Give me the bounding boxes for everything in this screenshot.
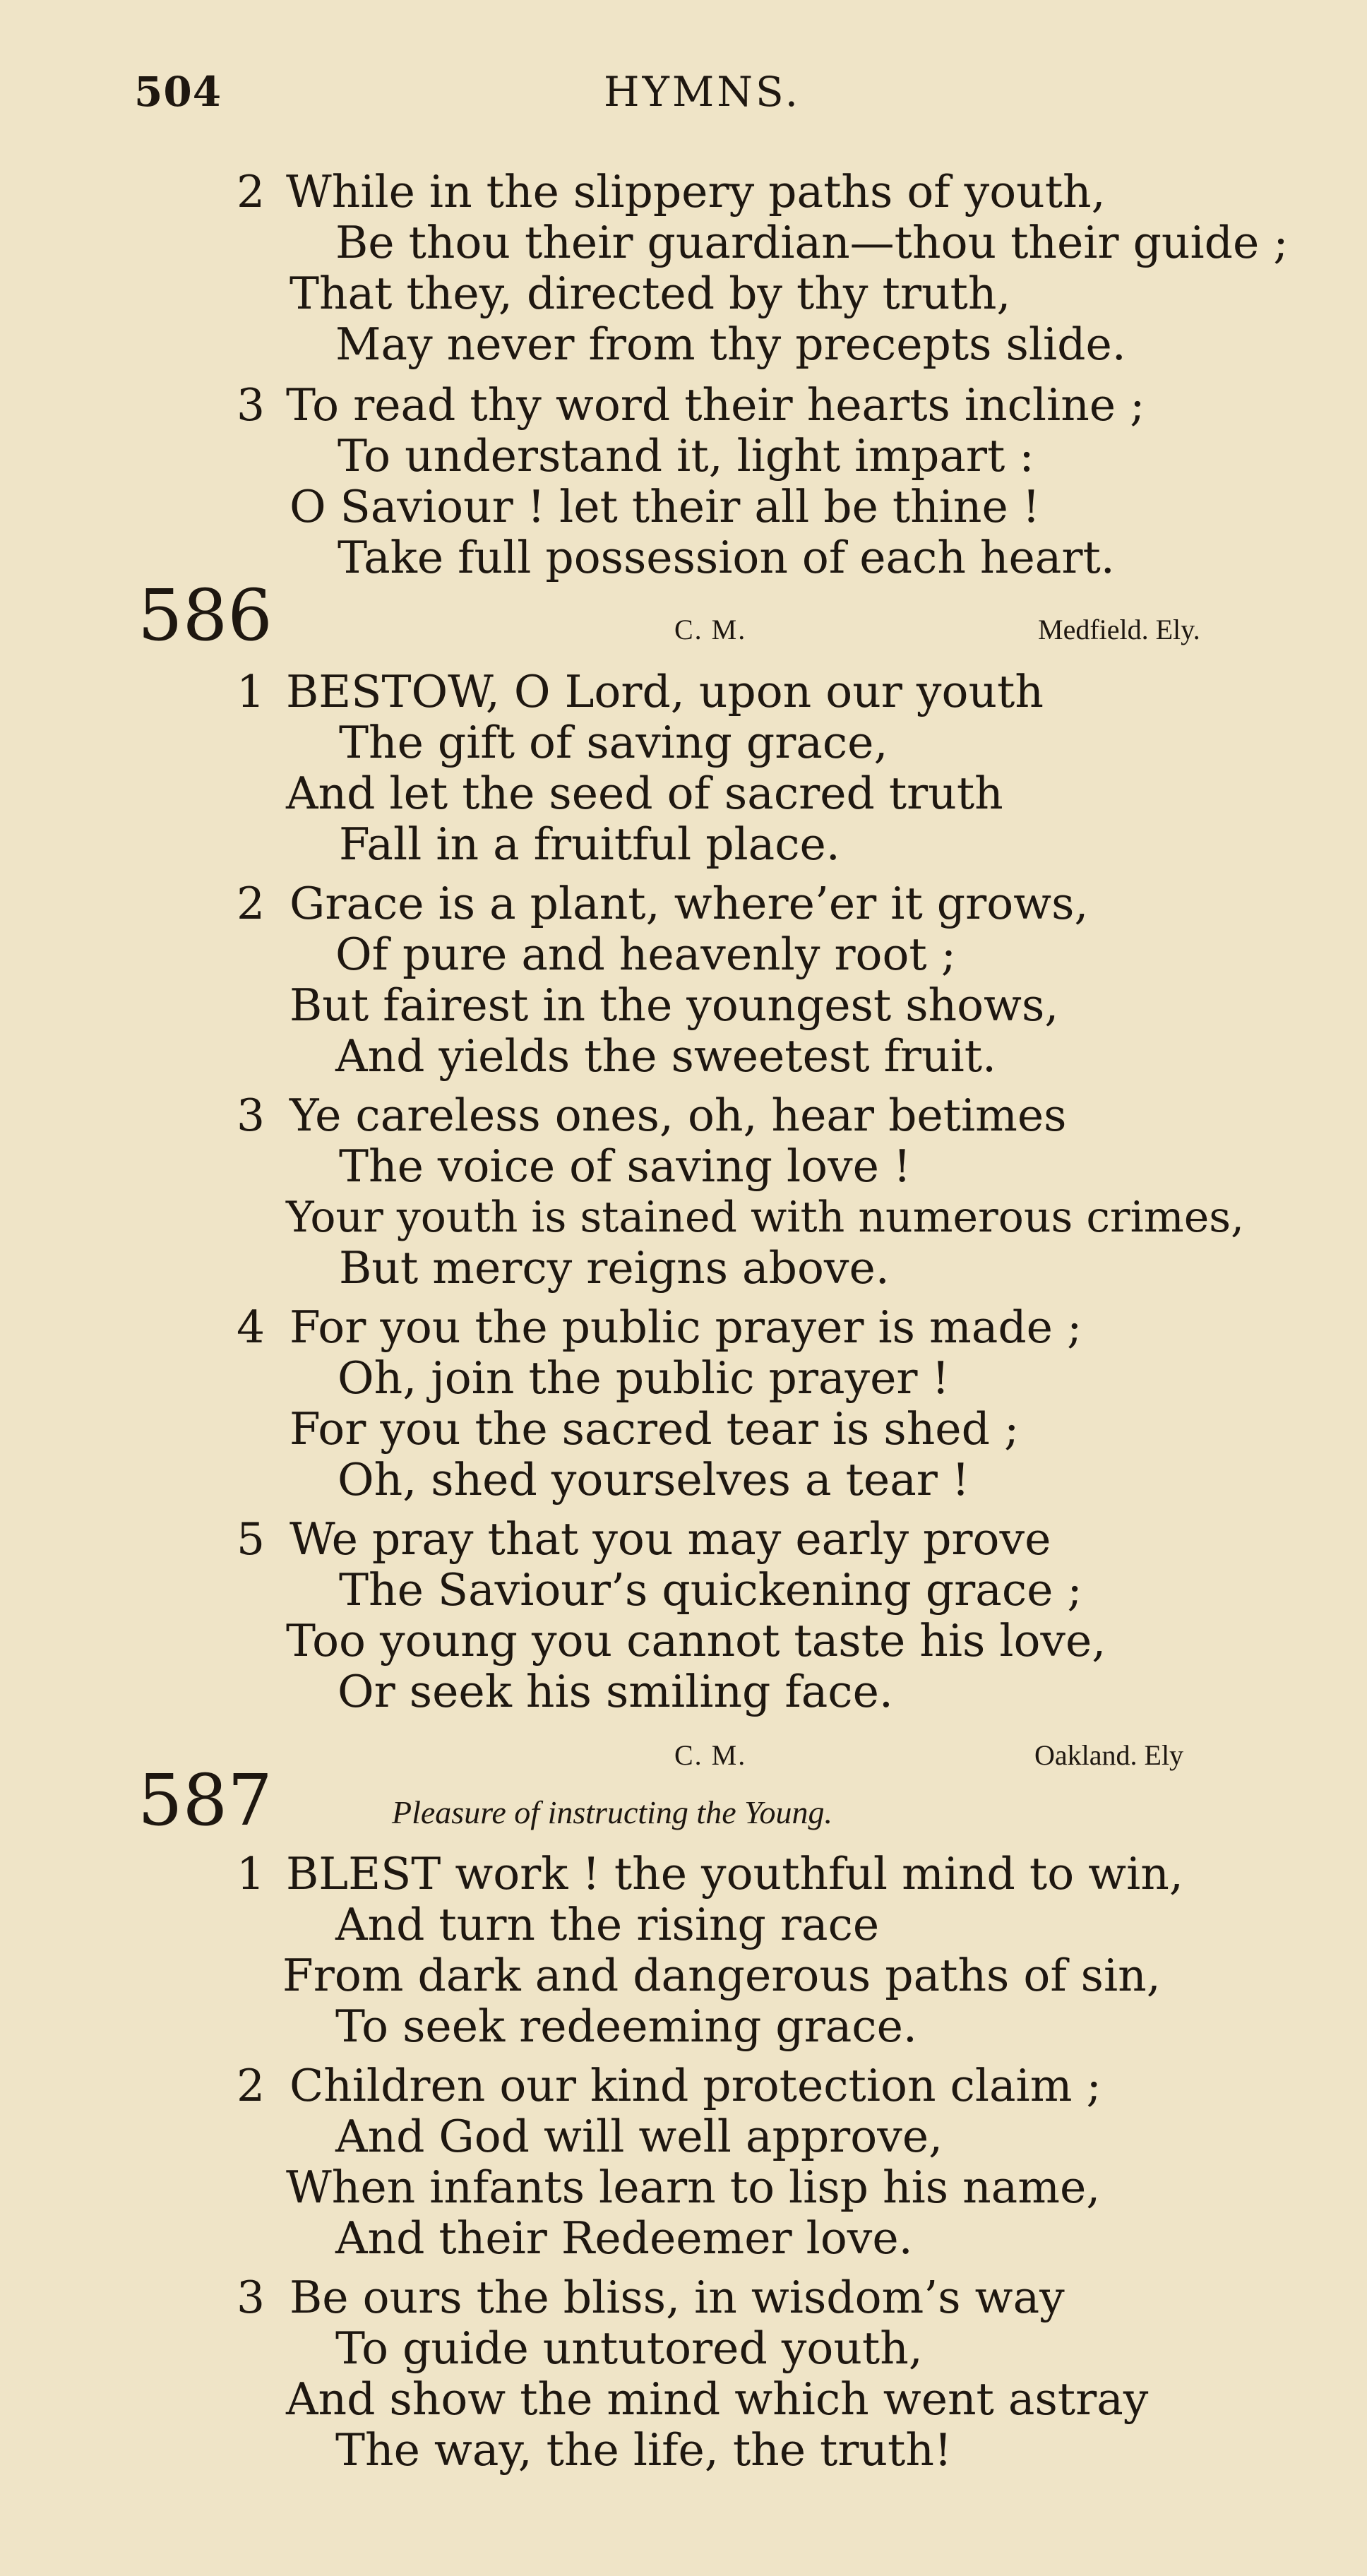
verse-line: Too young you cannot taste his love, <box>286 1615 1106 1666</box>
verse-line: Grace is a plant, where’er it grows, <box>289 878 1089 929</box>
verse-line: The voice of saving love ! <box>339 1140 912 1192</box>
verse-line: To seek redeeming grace. <box>335 2000 917 2052</box>
verse-line: That they, directed by thy truth, <box>289 268 1011 319</box>
verse-number: 2 <box>237 166 265 217</box>
hymn-meter: C. M. <box>674 614 747 645</box>
verse-number: 4 <box>237 1301 265 1353</box>
verse-line: Or seek his smiling face. <box>338 1666 893 1717</box>
verse-line: Be ours the bliss, in wisdom’s way <box>289 2272 1065 2323</box>
verse-line: We pray that you may early prove <box>289 1513 1051 1565</box>
verse-line: Ye careless ones, oh, hear betimes <box>289 1090 1067 1141</box>
verse-line: And God will well approve, <box>335 2111 943 2162</box>
tune-names: Medfield. Ely. <box>1038 614 1200 645</box>
verse-line: But fairest in the youngest shows, <box>289 979 1059 1031</box>
verse-line: The way, the life, the truth! <box>335 2424 953 2476</box>
verse-line: And let the seed of sacred truth <box>286 768 1003 819</box>
hymn-number: 587 <box>138 1759 273 1842</box>
verse-line: BESTOW, O Lord, upon our youth <box>286 666 1044 717</box>
verse-line: Oh, join the public prayer ! <box>338 1352 950 1404</box>
verse-number: 3 <box>237 1090 265 1141</box>
verse-number: 1 <box>237 1848 265 1900</box>
verse-line: Your youth is stained with numerous crimes, <box>286 1193 1245 1242</box>
page-number: 504 <box>134 68 222 116</box>
verse-line: Be thou their guardian—thou their guide ; <box>335 217 1289 268</box>
hymn-number: 586 <box>138 574 273 657</box>
verse-line: For you the sacred tear is shed ; <box>289 1403 1020 1455</box>
verse-line: And their Redeemer love. <box>335 2212 913 2264</box>
verse-number: 2 <box>237 878 265 929</box>
verse-line: To guide untutored youth, <box>335 2322 923 2374</box>
verse-line: And yields the sweetest fruit. <box>335 1030 997 1082</box>
verse-line: May never from thy precepts slide. <box>335 318 1126 370</box>
verse-line: Of pure and heavenly root ; <box>335 929 956 980</box>
verse-line: To understand it, light impart : <box>338 430 1034 482</box>
verse-line: Take full possession of each heart. <box>338 532 1115 583</box>
verse-line: While in the slippery paths of youth, <box>286 166 1106 217</box>
verse-number: 2 <box>237 2060 265 2111</box>
hymn-meter: C. M. <box>674 1739 747 1771</box>
verse-line: The gift of saving grace, <box>339 717 888 768</box>
verse-number: 1 <box>237 666 265 717</box>
tune-names: Oakland. Ely <box>1034 1739 1184 1771</box>
verse-number: 5 <box>237 1513 265 1565</box>
verse-number: 3 <box>237 379 265 431</box>
verse-line: To read thy word their hearts incline ; <box>286 379 1145 431</box>
verse-number: 3 <box>237 2272 265 2323</box>
verse-line: And show the mind which went astray <box>286 2373 1149 2425</box>
verse-line: And turn the rising race <box>335 1899 880 1950</box>
verse-line: Children our kind protection claim ; <box>289 2060 1102 2111</box>
verse-line: Fall in a fruitful place. <box>339 818 840 870</box>
verse-line: O Saviour ! let their all be thine ! <box>289 481 1041 532</box>
running-title: HYMNS. <box>604 68 801 116</box>
verse-line: But mercy reigns above. <box>339 1242 890 1294</box>
verse-line: The Saviour’s quickening grace ; <box>339 1564 1082 1616</box>
verse-line: For you the public prayer is made ; <box>289 1301 1082 1353</box>
verse-line: Oh, shed yourselves a tear ! <box>338 1454 970 1505</box>
verse-line: From dark and dangerous paths of sin, <box>282 1950 1161 2001</box>
verse-line: BLEST work ! the youthful mind to win, <box>286 1848 1183 1900</box>
hymn-subtitle: Pleasure of instructing the Young. <box>392 1794 832 1830</box>
verse-line: When infants learn to lisp his name, <box>286 2161 1101 2213</box>
